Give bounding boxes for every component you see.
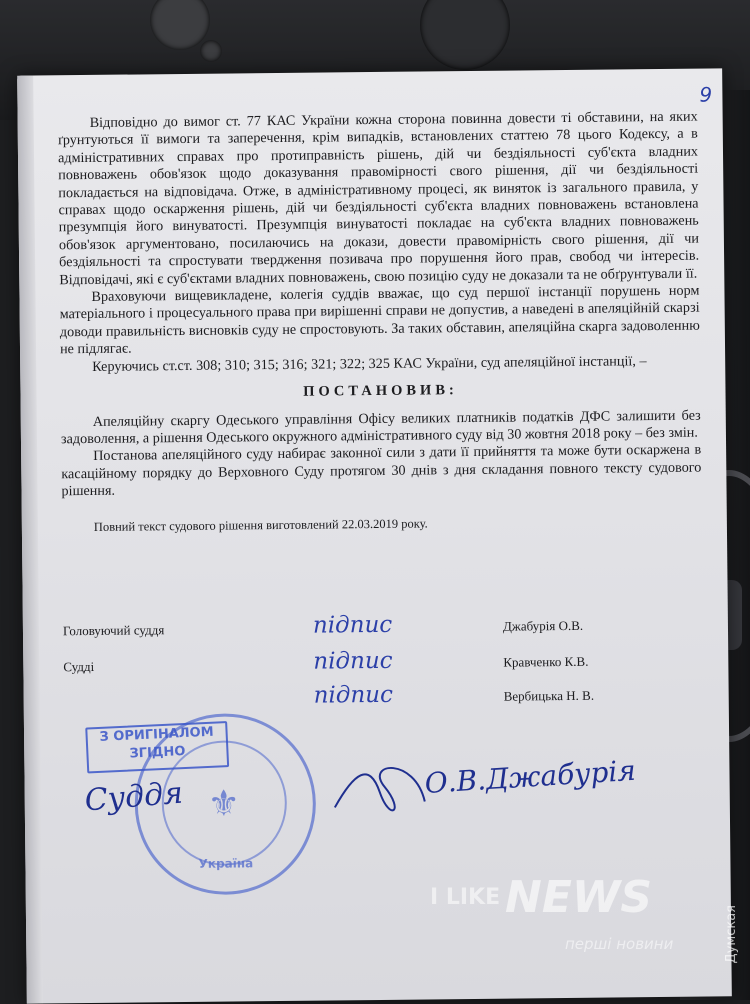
signature-scribble (324, 751, 435, 822)
paragraph-conclusion: Враховуючи вищевикладене, колегія суддів вважає, що суд першої інстанції порушень норм матеріального і процесуального права при вирішенні справи не допустив, а наведені в апеляційній скарзі доводи правильність висновків суду не спростовують. За таких обставин, апеляційна скарга задоволенню не підлягає. (59, 282, 700, 358)
signature-name: Вербицька Н. В. (503, 687, 595, 704)
stamp-line-1: З ОРИГІНАЛОМ (99, 724, 214, 745)
court-document-page (17, 68, 732, 1003)
handwritten-signature: підпис (313, 647, 393, 675)
page-binding (17, 76, 43, 1004)
paragraph-burden-of-proof: Відповідно до вимог ст. 77 КАС України кожна сторона повинна довести ті обставини, на яких ґрунтуються її вимоги та заперечення, крім випадків, встановлених статтею 78 цього Кодексу, а в адміністративних справах про протиправність рішень, дій чи бездіяльності суб'єкта владних повноважень обов'язок щодо доказування правомірності свого рішення, дії чи бездіяльності покладається на відповідача. Отже, в адміністративному процесі, як виняток із загального правила, у справах щодо оскарження рішень, дій чи бездіяльності суб'єкта владних повноважень встановлена презумпція його винуватості. Презумпція винуватості покладає на суб'єкта владних повноважень обов'язок аргументовано, посилаючись на докази, довести правомірність свого рішення, дії чи бездіяльності та спростувати твердження позивача про порушення його прав, свобод чи інтересів. Відповідачі, які є суб'єктами владних повноважень, свою позицію суду не доказали та не обґрунтували її. (57, 108, 700, 288)
signature-row-judge-2 (64, 681, 704, 724)
resolution-heading: ПОСТАНОВИВ: (303, 382, 458, 400)
handwritten-signature: підпис (312, 611, 393, 639)
watermark-like: I LIKE (430, 885, 501, 910)
signature-name: Джабурія О.В. (502, 617, 584, 634)
watermark-subtitle: перші новини (565, 935, 674, 953)
certified-copy-stamp (85, 721, 229, 773)
paragraph-resolution: Апеляційну скаргу Одеського управління Офісу великих платників податків ДФС залишити без задоволення, а рішення Одеського окружного адміністративного суду від 30 жовтня 2018 року – без змін. (60, 407, 701, 448)
seal-country-text: Україна (198, 856, 254, 871)
watermark-side-brand: Думская (724, 905, 739, 964)
stamp-line-2: ЗГІДНО (129, 744, 186, 762)
handwritten-signature: підпис (313, 681, 394, 709)
handwritten-judge-label: Суддя (83, 775, 185, 819)
full-text-note: Повний текст судового рішення виготовлений 22.03.2019 року. (93, 515, 428, 534)
paragraph-effective: Постанова апеляційного суду набирає законної сили з дати її прийняття та може бути оскаржена в касаційному порядку до Верховного Суду протягом 30 днів з дня складання повного тексту судового рішення. (61, 441, 702, 500)
signature-name: Кравченко К.В. (503, 653, 589, 670)
document-body (58, 109, 702, 537)
dashboard-knob (150, 0, 210, 50)
handwritten-page-number: 9 (699, 82, 713, 107)
signature-role: Судді (63, 658, 95, 675)
dashboard-knob (420, 0, 510, 70)
handwritten-judge-name: О.В.Джабурія (423, 753, 637, 800)
watermark-news-logo: NEWS (505, 872, 653, 923)
signature-role: Головуючий суддя (62, 622, 165, 639)
paragraph-legal-basis: Керуючись ст.ст. 308; 310; 315; 316; 321; 322; 325 КАС України, суд апеляційної інстанції, – (92, 352, 647, 375)
trident-icon: ⚜ (207, 783, 241, 824)
dashboard-knob (200, 40, 222, 62)
